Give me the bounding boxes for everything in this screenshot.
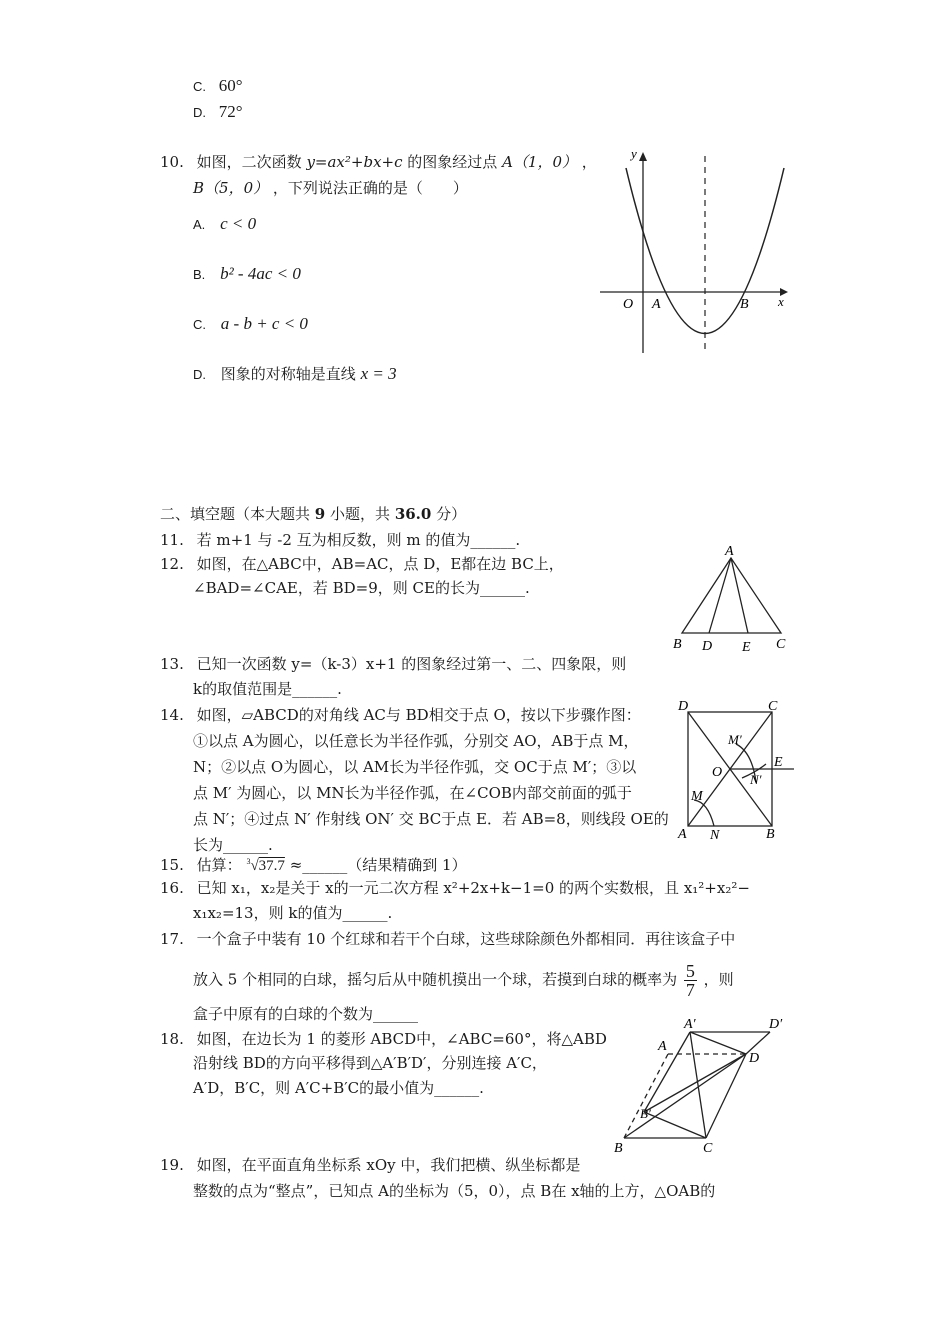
- q10-option-a: [193, 214, 256, 235]
- q19-line2: 整数的点为“整点”，已知点 A的坐标为（5，0），点 B在 x轴的上方，△OAB的: [193, 1182, 716, 1200]
- q12-triangle-figure: [668, 544, 794, 656]
- q10-option-c-text: a - b + c < 0: [220, 314, 308, 333]
- q18-rhombus-figure: [606, 1014, 796, 1156]
- label-b: B: [673, 637, 682, 652]
- q10-point-b: B（5，0）: [193, 179, 269, 197]
- origin-label: O: [623, 297, 634, 312]
- q15-text-a: 估算：: [196, 856, 242, 874]
- q10-option-d-letter: D.: [193, 367, 206, 382]
- segment-cd: [706, 1054, 746, 1138]
- label-d: D: [678, 699, 689, 714]
- q10-parabola-figure: [595, 146, 795, 358]
- label-b: B: [766, 827, 775, 842]
- q17-text-2b: ，则: [703, 970, 734, 989]
- label-e: E: [774, 755, 783, 770]
- q10-option-c: [193, 314, 308, 335]
- q14-line6: 长为______.: [193, 836, 273, 854]
- q11-text: 若 m+1 与 -2 互为相反数，则 m 的值为______.: [196, 531, 521, 549]
- label-c: C: [776, 637, 786, 652]
- q16-line1: [160, 878, 750, 898]
- label-d-prime: D′: [769, 1017, 783, 1032]
- q10-option-a-letter: A.: [193, 217, 206, 232]
- q19-number: 19.: [160, 1156, 184, 1174]
- q14-line2: ①以点 A为圆心，以任意长为半径作弧，分别交 AO，AB于点 M，: [193, 732, 639, 750]
- point-b-label: B: [740, 297, 749, 312]
- fraction-denominator: 7: [685, 980, 695, 1000]
- fraction-numerator: 5: [685, 961, 695, 981]
- q15-text-b: ≈______（结果精确到 1）: [289, 856, 467, 874]
- segment-a-prime-b-prime: [644, 1032, 690, 1112]
- section2-heading-a: 二、填空题（本大题共: [160, 505, 311, 523]
- q9-option-d-letter: D.: [193, 105, 206, 120]
- q9-option-d: [193, 102, 243, 123]
- q9-option-d-value: 72°: [218, 102, 243, 121]
- q14-line1: [160, 705, 641, 725]
- label-a: A: [725, 544, 734, 559]
- q18-text-1: 如图，在边长为 1 的菱形 ABCD中，∠ABC=60°，将△ABD: [196, 1030, 607, 1048]
- q13-line1: [160, 654, 626, 674]
- x-label: x: [778, 294, 784, 309]
- q10-line2: [193, 178, 468, 198]
- section2-heading-c: 分）: [436, 505, 467, 523]
- q10-option-d: [193, 364, 397, 385]
- triangle-abc: [682, 558, 781, 633]
- q16-line2: x₁x₂=13，则 k的值为______.: [193, 904, 393, 922]
- label-a-prime: A′: [684, 1017, 696, 1032]
- label-c: C: [768, 699, 778, 714]
- label-b-prime: B′: [640, 1106, 651, 1121]
- segment-a-prime-d: [690, 1032, 746, 1054]
- q12-line1: [160, 554, 564, 574]
- q14-text-1: 如图，▱ABCD的对角线 AC与 BD相交于点 O，按以下步骤作图：: [196, 706, 641, 724]
- q15-number: 15.: [160, 856, 184, 874]
- q14-rectangle-figure: [674, 694, 798, 844]
- label-d: D: [749, 1051, 760, 1066]
- probability-fraction: [684, 962, 697, 999]
- q13-line2: k的取值范围是______.: [193, 680, 342, 698]
- section2-count: 9: [314, 505, 326, 523]
- section2-heading-b: 小题，共: [330, 505, 391, 523]
- segment-ab-dashed: [624, 1054, 668, 1138]
- q18-number: 18.: [160, 1030, 184, 1048]
- q14-line3: N；②以点 O为圆心，以 AM长为半径作弧，交 OC于点 M′；③以: [193, 758, 637, 776]
- q10-option-a-text: c < 0: [220, 214, 257, 233]
- q18-line2: 沿射线 BD的方向平移得到△A′B′D′，分别连接 A′C，: [193, 1054, 547, 1072]
- q18-line3: A′D，B′C，则 A′C+B′C的最小值为______.: [193, 1079, 484, 1097]
- label-b: B: [614, 1141, 623, 1156]
- q11-number: 11.: [160, 531, 184, 549]
- label-a: A: [658, 1039, 667, 1054]
- q10-question: ，下列说法正确的是（ ）: [272, 179, 468, 197]
- q10-text-b: 的图象经过点: [407, 153, 498, 171]
- q10-point-a: A（1，0）: [502, 153, 577, 171]
- root-index: 3: [246, 857, 251, 866]
- q12-number: 12.: [160, 555, 184, 573]
- q10-number: 10.: [160, 153, 184, 171]
- q13-number: 13.: [160, 655, 184, 673]
- label-e: E: [742, 640, 751, 655]
- q17-text-2a: 放入 5 个相同的白球，摇匀后从中随机摸出一个球，若摸到白球的概率为: [193, 970, 678, 989]
- q10-line1: [160, 152, 597, 172]
- segment-ad: [709, 558, 731, 633]
- label-n: N: [710, 828, 720, 843]
- q15: [160, 852, 467, 876]
- q14-number: 14.: [160, 706, 184, 724]
- diagonal-bd: [624, 1054, 746, 1138]
- label-o: O: [712, 765, 723, 780]
- root-value: 37.7: [258, 858, 285, 874]
- point-a-label: A: [652, 297, 661, 312]
- q11: [160, 530, 520, 550]
- cube-root: $^3$√37.7: [246, 857, 285, 874]
- q14-line5: 点 N′；④过点 N′ 作射线 ON′ 交 BC于点 E．若 AB=8，则线段 OE的: [193, 810, 669, 828]
- y-label: y: [631, 146, 637, 161]
- q14-line4: 点 M′ 为圆心，以 MN长为半径作弧，在∠COB内部交前面的弧于: [193, 784, 632, 802]
- q10-option-b: [193, 264, 301, 285]
- q9-option-c: [193, 76, 243, 97]
- q13-text-1: 已知一次函数 y=（k-3）x+1 的图象经过第一、二、四象限，则: [196, 655, 627, 673]
- q12-line2: ∠BAD=∠CAE，若 BD=9，则 CE的长为______.: [193, 579, 530, 597]
- q17-line2: [193, 961, 734, 1000]
- label-d: D: [702, 639, 713, 654]
- q10-text-a: 如图，二次函数: [196, 153, 302, 171]
- label-m: M: [691, 789, 703, 804]
- label-c: C: [703, 1141, 713, 1156]
- label-a: A: [678, 827, 687, 842]
- q17-text-1: 一个盒子中装有 10 个红球和若干个白球，这些球除颜色外都相同．再往该盒子中: [196, 930, 736, 948]
- q10-option-b-text: b² - 4ac < 0: [220, 264, 301, 283]
- q10-option-d-math: x = 3: [360, 364, 397, 383]
- q10-option-d-text: 图象的对称轴是直线: [220, 365, 356, 383]
- q10-option-c-letter: C.: [193, 317, 206, 332]
- q10-option-b-letter: B.: [193, 267, 206, 282]
- q17-line1: [160, 929, 735, 949]
- label-n-prime: N′: [750, 772, 762, 787]
- q16-text-1: 已知 x₁，x₂是关于 x的一元二次方程 x²+2x+k−1=0 的两个实数根，且 x₁²+x₂²−: [196, 879, 750, 897]
- q10-text-end: ，: [581, 153, 597, 171]
- segment-ae: [731, 558, 748, 633]
- label-m-prime: M′: [728, 732, 742, 747]
- q10-function: y=ax²+bx+c: [306, 153, 403, 171]
- q9-option-c-letter: C.: [193, 79, 206, 94]
- q19-line1: [160, 1155, 580, 1175]
- q17-number: 17.: [160, 930, 184, 948]
- q19-text-1: 如图，在平面直角坐标系 xOy 中，我们把横、纵坐标都是: [196, 1156, 581, 1174]
- section2-heading: [160, 504, 466, 524]
- q9-option-c-value: 60°: [218, 76, 243, 95]
- y-axis-arrow: [639, 152, 647, 161]
- q17-line3: 盒子中原有的白球的个数为______: [193, 1005, 419, 1023]
- q16-number: 16.: [160, 879, 184, 897]
- segment-b-prime-c: [644, 1112, 706, 1138]
- q18-line1: [160, 1029, 607, 1049]
- section2-score: 36.0: [394, 505, 432, 523]
- q12-text-1: 如图，在△ABC中，AB=AC，点 D，E都在边 BC上，: [196, 555, 564, 573]
